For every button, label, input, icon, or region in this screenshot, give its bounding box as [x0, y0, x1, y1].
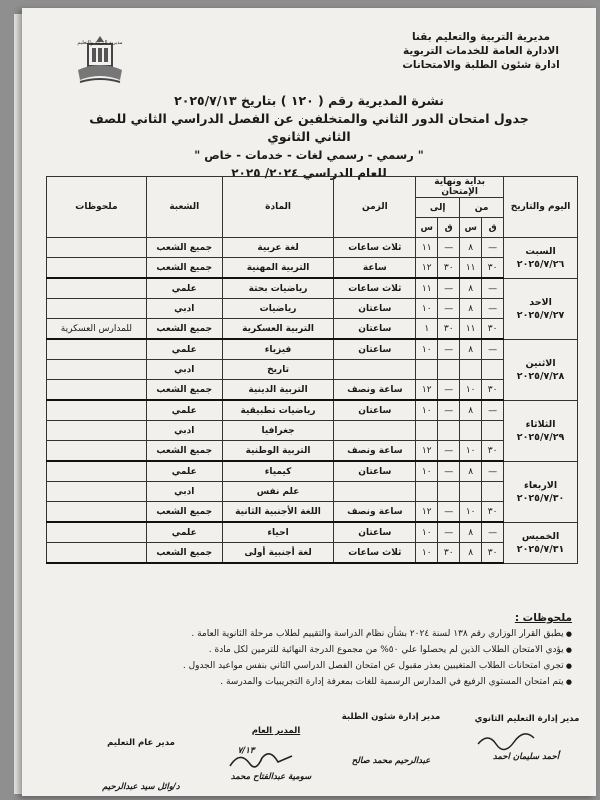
note-cell: [47, 380, 147, 401]
to-minute-cell: —: [438, 299, 460, 319]
header-from: من: [460, 198, 504, 218]
to-hour-cell: ١٢: [416, 380, 438, 401]
duration-cell: ساعتان: [334, 461, 416, 482]
signature-name-education: د/وائل سيد عبدالرحيم: [102, 782, 180, 792]
from-minute-cell: —: [482, 400, 504, 421]
table-row: [47, 482, 578, 502]
day-date-cell: [504, 400, 578, 461]
note-cell: [47, 238, 147, 258]
to-minute-cell: —: [438, 502, 460, 523]
from-minute-cell: ٣٠: [482, 441, 504, 462]
note-cell: [47, 461, 147, 482]
to-minute-cell: —: [438, 238, 460, 258]
to-minute-cell: —: [438, 522, 460, 543]
table-row: [47, 380, 578, 401]
to-minute-cell: ٣٠: [438, 258, 460, 279]
header-to: إلى: [416, 198, 460, 218]
day-name: الاثنين: [525, 357, 556, 369]
note-cell: [47, 339, 147, 360]
duration-cell: ساعة ونصف: [334, 502, 416, 523]
schedule-body: [47, 238, 578, 564]
day-date-cell: [504, 238, 578, 279]
subject-cell: التربية الدينية: [222, 380, 334, 401]
subject-cell: كيمياء: [222, 461, 334, 482]
to-hour-cell: ١١: [416, 278, 438, 299]
day-date: ٢٠٢٥/٧/٢٨: [516, 370, 565, 382]
notes-title: ملحوظات :: [514, 612, 572, 624]
header-from-q: ق: [482, 218, 504, 238]
duration-cell: [334, 360, 416, 380]
to-hour-cell: ١٠: [416, 461, 438, 482]
branch-cell: ادبي: [146, 360, 222, 380]
day-date: ٢٠٢٥/٧/٢٩: [516, 431, 565, 443]
table-row: [47, 400, 578, 421]
branch-cell: علمي: [146, 278, 222, 299]
to-hour-cell: ١٠: [416, 400, 438, 421]
note-cell: للمدارس العسكرية: [47, 319, 147, 340]
org-line-1: مديرية التربية والتعليم بقنا: [411, 31, 551, 43]
header-from-s: س: [460, 218, 482, 238]
table-row: [47, 319, 578, 340]
branch-cell: جميع الشعب: [146, 441, 222, 462]
org-line-2: الادارة العامة للخدمات التربوية: [403, 45, 559, 57]
subject-cell: علم نفس: [222, 482, 334, 502]
subject-cell: التربية العسكرية: [222, 319, 334, 340]
from-minute-cell: ٣٠: [482, 502, 504, 523]
exam-schedule-table: [46, 176, 578, 564]
to-hour-cell: [416, 482, 438, 502]
duration-cell: [334, 482, 416, 502]
from-hour-cell: [460, 360, 482, 380]
day-date-cell: [504, 461, 578, 522]
notes-section: [32, 612, 572, 692]
from-minute-cell: —: [482, 522, 504, 543]
from-hour-cell: [460, 482, 482, 502]
from-hour-cell: ٨: [460, 278, 482, 299]
branch-cell: جميع الشعب: [146, 258, 222, 279]
note-cell: [47, 482, 147, 502]
signature-name-general: سومية عبدالفتاح محمد: [230, 772, 312, 782]
from-hour-cell: ٨: [460, 543, 482, 564]
duration-cell: ساعتان: [334, 400, 416, 421]
to-hour-cell: [416, 421, 438, 441]
to-minute-cell: —: [438, 400, 460, 421]
from-hour-cell: ١٠: [460, 380, 482, 401]
note-cell: [47, 278, 147, 299]
from-hour-cell: ١٠: [460, 502, 482, 523]
duration-cell: ثلاث ساعات: [334, 238, 416, 258]
subject-cell: رياضيات بحتة: [222, 278, 334, 299]
signature-mark: ٧/١٣: [237, 746, 255, 756]
header-to-q: ق: [438, 218, 460, 238]
signature-title-secondary: مدير إدارة التعليم الثانوي: [474, 714, 580, 724]
day-name: الاحد: [529, 296, 552, 308]
branch-cell: علمي: [146, 522, 222, 543]
organization-header: [386, 30, 576, 72]
subject-cell: فيزياء: [222, 339, 334, 360]
from-hour-cell: ١١: [460, 258, 482, 279]
branch-cell: ادبي: [146, 482, 222, 502]
to-hour-cell: ١: [416, 319, 438, 340]
to-minute-cell: [438, 482, 460, 502]
from-minute-cell: —: [482, 238, 504, 258]
subject-cell: لغة عربية: [222, 238, 334, 258]
from-hour-cell: ٨: [460, 238, 482, 258]
day-date: ٢٠٢٥/٧/٢٧: [516, 309, 565, 321]
subject-cell: اللغة الأجنبية الثانية: [222, 502, 334, 523]
branch-cell: جميع الشعب: [146, 319, 222, 340]
to-minute-cell: —: [438, 380, 460, 401]
from-hour-cell: ١١: [460, 319, 482, 340]
day-date-cell: [504, 339, 578, 400]
logo-caption: مديرية التربية والتعليم: [77, 40, 123, 46]
to-minute-cell: [438, 421, 460, 441]
duration-cell: ساعة: [334, 258, 416, 279]
table-row: [47, 461, 578, 482]
from-minute-cell: —: [482, 278, 504, 299]
note-cell: [47, 258, 147, 279]
to-minute-cell: —: [438, 278, 460, 299]
to-hour-cell: ١٠: [416, 543, 438, 564]
branch-cell: جميع الشعب: [146, 238, 222, 258]
duration-cell: ساعة ونصف: [334, 441, 416, 462]
day-name: الخميس: [521, 530, 560, 542]
note-cell: [47, 441, 147, 462]
day-date-cell: [504, 278, 578, 339]
signature-title-students: مدير إدارة شئون الطلبة: [341, 712, 441, 722]
duration-cell: ساعتان: [334, 299, 416, 319]
to-hour-cell: ١٠: [416, 299, 438, 319]
academic-year: للعام الدراسي ٢٠٢٤/ ٢٠٢٥: [231, 166, 387, 180]
document-titles: [82, 92, 536, 182]
from-minute-cell: ٣٠: [482, 543, 504, 564]
day-name: الثلاثاء: [525, 418, 556, 430]
subject-cell: رياضيات تطبيقية: [222, 400, 334, 421]
signature-title-general: المدير العام: [251, 726, 301, 736]
from-minute-cell: ٣٠: [482, 258, 504, 279]
day-name: السبت: [525, 245, 556, 257]
subject-cell: التربية المهنية: [222, 258, 334, 279]
branch-cell: علمي: [146, 339, 222, 360]
subject-cell: جغرافيا: [222, 421, 334, 441]
duration-cell: ساعتان: [334, 319, 416, 340]
table-row: [47, 502, 578, 523]
day-date: ٢٠٢٥/٧/٣١: [516, 543, 565, 555]
from-minute-cell: ٣٠: [482, 319, 504, 340]
note-cell: [47, 421, 147, 441]
note-cell: [47, 522, 147, 543]
from-hour-cell: ٨: [460, 522, 482, 543]
branch-cell: جميع الشعب: [146, 543, 222, 564]
from-minute-cell: [482, 421, 504, 441]
note-item: ● تجري امتحانات الطلاب المتغيبين بعذر مقبول عن امتحان الفصل الدراسي الثاني بنفس مواعيد الجدول .: [32, 660, 572, 673]
note-cell: [47, 400, 147, 421]
from-minute-cell: ٣٠: [482, 380, 504, 401]
to-hour-cell: [416, 360, 438, 380]
note-item: ● يؤدي الامتحان الطلاب الذين لم يحصلوا علي ٥٠% من مجموع الدرجة النهائية للترمين لكل مادة .: [32, 644, 572, 657]
from-hour-cell: ٨: [460, 299, 482, 319]
from-minute-cell: —: [482, 339, 504, 360]
note-cell: [47, 360, 147, 380]
subject-cell: احياء: [222, 522, 334, 543]
from-minute-cell: [482, 482, 504, 502]
subject-cell: رياضيات: [222, 299, 334, 319]
table-row: [47, 421, 578, 441]
table-row: [47, 278, 578, 299]
branch-cell: جميع الشعب: [146, 380, 222, 401]
from-hour-cell: ٨: [460, 400, 482, 421]
branch-cell: علمي: [146, 461, 222, 482]
from-hour-cell: ١٠: [460, 441, 482, 462]
from-hour-cell: ٨: [460, 339, 482, 360]
from-minute-cell: —: [482, 299, 504, 319]
to-hour-cell: ١٢: [416, 502, 438, 523]
to-hour-cell: ١٢: [416, 258, 438, 279]
to-hour-cell: ١٢: [416, 441, 438, 462]
note-cell: [47, 299, 147, 319]
branch-cell: علمي: [146, 400, 222, 421]
signature-title-education: مدير عام التعليم: [107, 738, 175, 748]
duration-cell: ثلاث ساعات: [334, 543, 416, 564]
duration-cell: ساعتان: [334, 522, 416, 543]
from-hour-cell: ٨: [460, 461, 482, 482]
header-duration: الزمن: [334, 177, 416, 238]
signature-name-secondary: أحمد سليمان احمد: [492, 752, 560, 762]
table-row: [47, 543, 578, 564]
table-row: [47, 339, 578, 360]
to-minute-cell: —: [438, 461, 460, 482]
duration-cell: [334, 421, 416, 441]
to-minute-cell: ٣٠: [438, 319, 460, 340]
table-row: [47, 238, 578, 258]
branch-cell: جميع الشعب: [146, 502, 222, 523]
from-minute-cell: [482, 360, 504, 380]
note-cell: [47, 543, 147, 564]
branch-cell: ادبي: [146, 299, 222, 319]
org-line-3: ادارة شئون الطلبة والامتحانات: [402, 59, 560, 71]
from-minute-cell: —: [482, 461, 504, 482]
from-hour-cell: [460, 421, 482, 441]
to-minute-cell: —: [438, 339, 460, 360]
note-cell: [47, 502, 147, 523]
document-sheet: [22, 8, 596, 796]
day-date: ٢٠٢٥/٧/٢٦: [516, 258, 565, 270]
signature-scribble-icon: [476, 730, 536, 752]
to-hour-cell: ١١: [416, 238, 438, 258]
table-row: [47, 299, 578, 319]
branch-cell: ادبي: [146, 421, 222, 441]
header-day-date: اليوم والتاريخ: [504, 177, 578, 238]
school-types: " رسمي - رسمي لغات - خدمات - خاص ": [194, 148, 424, 162]
to-minute-cell: [438, 360, 460, 380]
subject-cell: تاريخ: [222, 360, 334, 380]
schedule-title: جدول امتحان الدور الثاني والمتخلفين عن الفصل الدراسي الثاني للصف الثاني الثانوي: [89, 111, 529, 144]
day-date-cell: [504, 522, 578, 563]
note-item: ● يطبق القرار الوزاري رقم ١٣٨ لسنة ٢٠٢٤ بشأن نظام الدراسة والتقييم لطلاب مرحلة الثانوية العامة .: [32, 628, 572, 641]
table-row: [47, 441, 578, 462]
signature-name-students: عبدالرحيم محمد صالح: [351, 756, 431, 766]
duration-cell: ساعتان: [334, 339, 416, 360]
note-item: ● يتم امتحان المستوي الرفيع في المدارس الرسمية للغات بمعرفة إدارة التجريبيات والمدرسة .: [32, 676, 572, 689]
duration-cell: ساعة ونصف: [334, 380, 416, 401]
header-branch: الشعبة: [146, 177, 222, 238]
to-hour-cell: ١٠: [416, 522, 438, 543]
to-hour-cell: ١٠: [416, 339, 438, 360]
subject-cell: لغة أجنبية أولى: [222, 543, 334, 564]
subject-cell: التربية الوطنية: [222, 441, 334, 462]
to-minute-cell: ٣٠: [438, 543, 460, 564]
header-to-s: س: [416, 218, 438, 238]
day-date: ٢٠٢٥/٧/٣٠: [516, 492, 565, 504]
header-notes: ملحوظات: [47, 177, 147, 238]
header-start-end: بداية ونهاية الإمتحان: [416, 177, 504, 198]
table-row: [47, 522, 578, 543]
bulletin-number: نشرة المديرية رقم ( ١٢٠ ) بتاريخ ٢٠٢٥/٧/١٣: [174, 93, 444, 108]
day-name: الاربعاء: [523, 479, 558, 491]
table-row: [47, 258, 578, 279]
duration-cell: ثلاث ساعات: [334, 278, 416, 299]
header-subject: المادة: [222, 177, 334, 238]
table-row: [47, 360, 578, 380]
to-minute-cell: —: [438, 441, 460, 462]
